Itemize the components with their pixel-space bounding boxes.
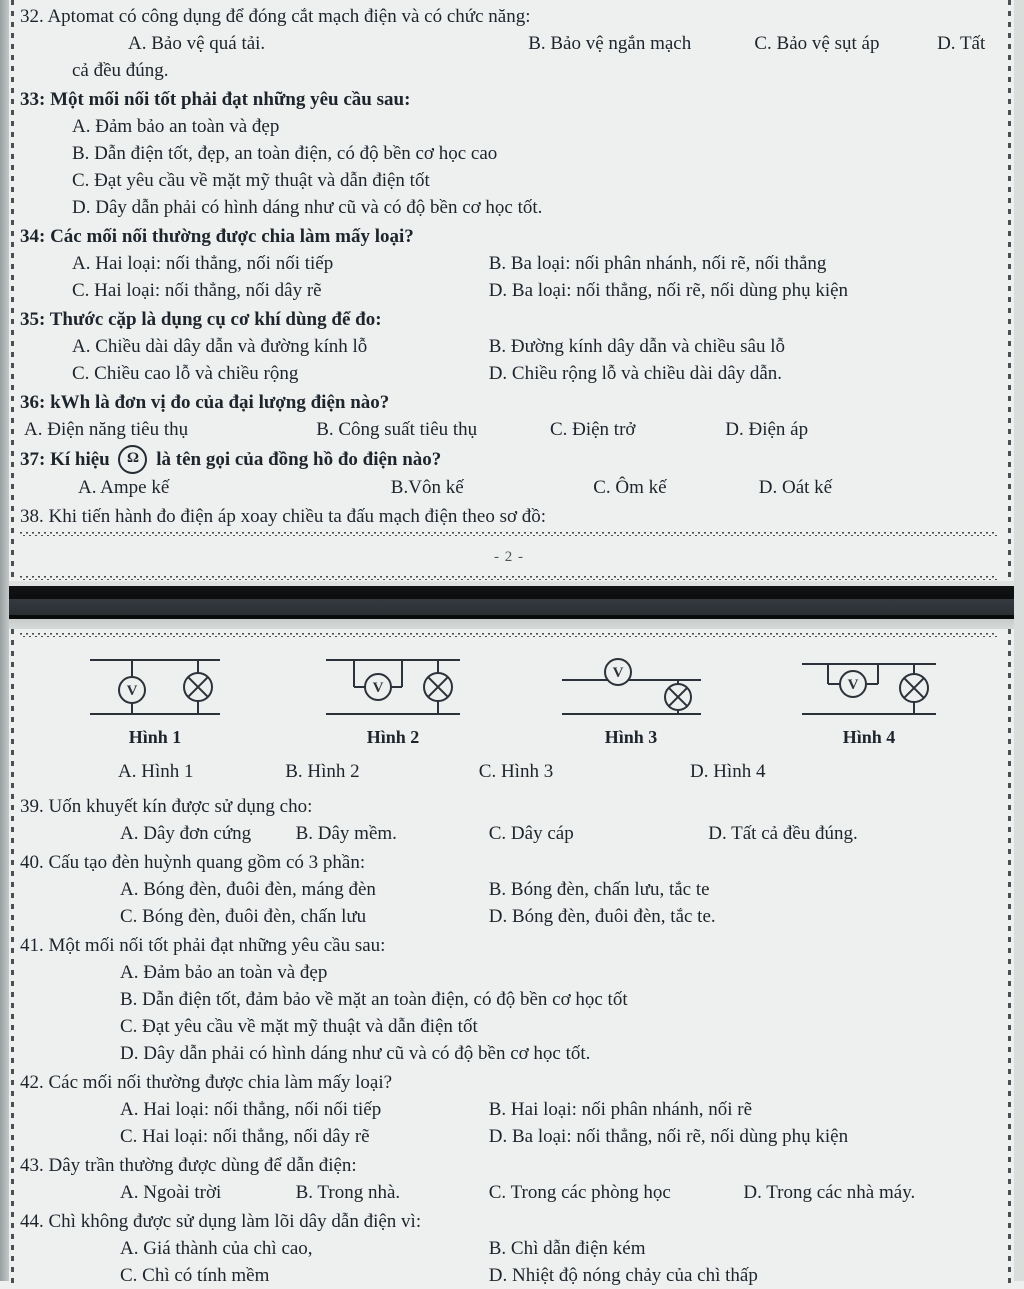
answer-option: A. Đảm bảo an toàn và đẹp xyxy=(120,962,328,983)
question-34 xyxy=(20,223,998,304)
question-text: 40. Cấu tạo đèn huỳnh quang gồm có 3 phần: xyxy=(20,852,366,873)
page-separator-band xyxy=(0,581,1024,629)
answer-options-line xyxy=(20,277,998,304)
question-list-page-3 xyxy=(20,793,998,1289)
voltmeter-icon xyxy=(354,660,402,700)
page-number: - 2 - xyxy=(494,549,524,565)
question-text: 43. Dây trần thường được dùng để dẫn điện: xyxy=(20,1155,357,1176)
answer-option: B. Dẫn điện tốt, đẹp, an toàn điện, có độ bền cơ học cao xyxy=(72,143,498,164)
question-39 xyxy=(20,793,998,847)
figure-4 xyxy=(750,650,988,748)
omega-symbol-icon: Ω xyxy=(118,445,147,474)
answer-option: B. Trong nhà. xyxy=(295,1182,401,1203)
question-text xyxy=(20,445,998,474)
circuit-diagram-1 xyxy=(80,650,230,724)
answer-option: A. Bóng đèn, đuôi đèn, máng đèn xyxy=(120,879,376,900)
answer-options-line xyxy=(20,416,998,443)
question-text: 39. Uốn khuyết kín được sử dụng cho: xyxy=(20,796,313,817)
answer-option: B. Hình 2 xyxy=(285,761,360,782)
answer-option: D. Tất xyxy=(937,33,986,54)
question-text-part: là tên gọi của đồng hồ đo điện nào? xyxy=(151,449,442,470)
voltmeter-icon xyxy=(828,664,878,697)
answer-option: C. Hai loại: nối thẳng, nối dây rẽ xyxy=(72,280,322,301)
circuit-diagram-4 xyxy=(794,650,944,724)
lamp-icon xyxy=(900,664,928,714)
figure-caption: Hình 1 xyxy=(128,727,182,747)
left-dotted-border xyxy=(11,629,14,1289)
answer-options-line xyxy=(20,194,998,221)
answer-option: A. Hình 1 xyxy=(118,761,194,782)
answer-option: B. Dẫn điện tốt, đảm bảo về mặt an toàn điện, có độ bền cơ học tốt xyxy=(120,989,628,1010)
question-text: 32. Aptomat có công dụng để đóng cắt mạch điện và có chức năng: xyxy=(20,6,531,27)
answer-option: C. Dây cáp xyxy=(488,823,574,844)
answer-options-line xyxy=(20,820,998,847)
answer-option: D. Bóng đèn, đuôi đèn, tắc te. xyxy=(488,906,716,927)
answer-options-line xyxy=(20,250,998,277)
question-text: 42. Các mối nối thường được chia làm mấy loại? xyxy=(20,1072,393,1093)
svg-text:V: V xyxy=(372,680,384,696)
answer-option: B. Ba loại: nối phân nhánh, nối rẽ, nối thẳng xyxy=(488,253,827,274)
lamp-icon xyxy=(184,660,212,714)
question-36 xyxy=(20,389,998,443)
answer-option: B. Công suất tiêu thụ xyxy=(316,419,478,440)
question-text: 35: Thước cặp là dụng cụ cơ khí dùng để đo: xyxy=(20,309,382,330)
page-2 xyxy=(0,0,1024,580)
answer-option: B. Bóng đèn, chấn lưu, tắc te xyxy=(488,879,710,900)
page-bottom-rule xyxy=(20,576,998,580)
answer-option: A. Ampe kế xyxy=(78,477,170,498)
question-42 xyxy=(20,1069,998,1150)
lamp-icon xyxy=(665,680,691,714)
answer-option: C. Chiều cao lỗ và chiều rộng xyxy=(72,363,299,384)
question-44 xyxy=(20,1208,998,1289)
answer-option: B.Vôn kế xyxy=(390,477,464,498)
circuit-figures xyxy=(20,638,998,748)
answer-option: A. Ngoài trời xyxy=(120,1182,222,1203)
answer-option: B. Bảo vệ ngắn mạch xyxy=(528,33,692,54)
answer-option: B. Chì dẫn điện kém xyxy=(488,1238,646,1259)
question-38 xyxy=(20,503,998,530)
answer-option: C. Đạt yêu cầu về mặt mỹ thuật và dẫn điện tốt xyxy=(120,1016,478,1037)
answer-option: D. Điện áp xyxy=(725,419,809,440)
photo-left-edge xyxy=(0,0,9,1281)
answer-option: C. Hình 3 xyxy=(478,761,554,782)
answer-option: B. Dây mềm. xyxy=(295,823,397,844)
voltmeter-icon xyxy=(119,660,145,714)
page-3 xyxy=(0,629,1024,1289)
answer-option: A. Chiều dài dây dẫn và đường kính lỗ xyxy=(72,336,368,357)
figure-caption: Hình 2 xyxy=(366,727,420,747)
question-list-page-2 xyxy=(20,3,998,530)
answer-option: B. Hai loại: nối phân nhánh, nối rẽ xyxy=(488,1099,753,1120)
answer-option: C. Trong các phòng học xyxy=(488,1182,671,1203)
answer-option: A. Dây đơn cứng xyxy=(120,823,252,844)
answer-option: A. Hai loại: nối thẳng, nối nối tiếp xyxy=(72,253,334,274)
answer-options-line xyxy=(20,1096,998,1123)
answer-options-line xyxy=(20,113,998,140)
circuit-diagram-3 xyxy=(554,650,709,724)
answer-options-line xyxy=(20,903,998,930)
answer-option: D. Nhiệt độ nóng chảy của chì thấp xyxy=(488,1265,758,1286)
question-41 xyxy=(20,932,998,1067)
answer-option: C. Điện trở xyxy=(549,419,636,440)
answer-option: D. Oát kế xyxy=(758,477,833,498)
answer-options-line xyxy=(20,986,998,1013)
answer-options-line xyxy=(20,1123,998,1150)
answer-option: C. Đạt yêu cầu về mặt mỹ thuật và dẫn điện tốt xyxy=(72,170,430,191)
question-33 xyxy=(20,86,998,221)
question-38-options xyxy=(20,758,998,785)
figure-1 xyxy=(36,650,274,748)
question-text: 41. Một mối nối tốt phải đạt những yêu cầu sau: xyxy=(20,935,386,956)
answer-options-line xyxy=(20,1040,998,1067)
answer-option: D. Trong các nhà máy. xyxy=(743,1182,916,1203)
answer-option: A. Giá thành của chì cao, xyxy=(120,1238,313,1259)
answer-option: A. Đảm bảo an toàn và đẹp xyxy=(72,116,280,137)
answer-option: D. Ba loại: nối thẳng, nối rẽ, nối dùng phụ kiện xyxy=(488,1126,849,1147)
page-top-rule xyxy=(20,633,998,637)
svg-text:V: V xyxy=(847,677,859,693)
answer-option: D. Hình 4 xyxy=(689,761,766,782)
answer-option: C. Ôm kế xyxy=(593,477,667,498)
svg-text:V: V xyxy=(612,665,623,681)
figure-caption: Hình 3 xyxy=(604,727,658,747)
question-text: 44. Chì không được sử dụng làm lõi dây dẫn điện vì: xyxy=(20,1211,422,1232)
answer-option: D. Ba loại: nối thẳng, nối rẽ, nối dùng phụ kiện xyxy=(488,280,849,301)
answer-options-line xyxy=(20,333,998,360)
answer-options-line xyxy=(20,1179,998,1206)
question-37 xyxy=(20,445,998,501)
answer-option: C. Bảo vệ sụt áp xyxy=(754,33,880,54)
answer-option: C. Chì có tính mềm xyxy=(120,1265,270,1286)
question-text-part: 37: Kí hiệu xyxy=(20,449,115,470)
answer-options-line xyxy=(20,1013,998,1040)
figure-caption: Hình 4 xyxy=(842,727,896,747)
answer-options-line xyxy=(20,474,998,501)
question-40 xyxy=(20,849,998,930)
answer-option: D. Chiều rộng lỗ và chiều dài dây dẫn. xyxy=(488,363,783,384)
page-bottom-rule xyxy=(20,532,998,536)
answer-option: A. Điện năng tiêu thụ xyxy=(24,419,189,440)
figure-3 xyxy=(512,650,750,748)
circuit-diagram-2 xyxy=(318,650,468,724)
question-text: 36: kWh là đơn vị đo của đại lượng điện nào? xyxy=(20,392,390,413)
answer-options-line xyxy=(20,360,998,387)
right-dotted-border xyxy=(1008,0,1011,580)
question-35 xyxy=(20,306,998,387)
photo-right-edge xyxy=(1014,0,1024,1281)
answer-option: cả đều đúng. xyxy=(72,60,169,81)
answer-option: A. Bảo vệ quá tải. xyxy=(128,33,266,54)
answer-option: B. Đường kính dây dẫn và chiều sâu lỗ xyxy=(488,336,786,357)
question-text: 33: Một mối nối tốt phải đạt những yêu cầu sau: xyxy=(20,89,411,110)
right-dotted-border xyxy=(1008,629,1011,1289)
answer-options-line xyxy=(20,959,998,986)
answer-option: D. Tất cả đều đúng. xyxy=(708,823,858,844)
voltmeter-icon xyxy=(605,659,631,685)
answer-options-line xyxy=(20,30,998,57)
svg-text:V: V xyxy=(126,683,138,699)
question-text: 34: Các mối nối thường được chia làm mấy loại? xyxy=(20,226,414,247)
answer-options-line xyxy=(20,57,998,84)
answer-option: D. Dây dẫn phải có hình dáng như cũ và có độ bền cơ học tốt. xyxy=(72,197,543,218)
lamp-icon xyxy=(424,660,452,714)
left-dotted-border xyxy=(11,0,14,580)
answer-options-line xyxy=(20,167,998,194)
question-32 xyxy=(20,3,998,84)
question-43 xyxy=(20,1152,998,1206)
answer-options-line xyxy=(20,876,998,903)
answer-option: D. Dây dẫn phải có hình dáng như cũ và có độ bền cơ học tốt. xyxy=(120,1043,591,1064)
question-text: 38. Khi tiến hành đo điện áp xoay chiều ta đấu mạch điện theo sơ đồ: xyxy=(20,506,547,527)
answer-options-line xyxy=(20,1262,998,1289)
answer-options-line xyxy=(20,140,998,167)
answer-option: A. Hai loại: nối thẳng, nối nối tiếp xyxy=(120,1099,382,1120)
answer-option: C. Hai loại: nối thẳng, nối dây rẽ xyxy=(120,1126,370,1147)
answer-option: C. Bóng đèn, đuôi đèn, chấn lưu xyxy=(120,906,367,927)
answer-options-line xyxy=(20,1235,998,1262)
figure-2 xyxy=(274,650,512,748)
